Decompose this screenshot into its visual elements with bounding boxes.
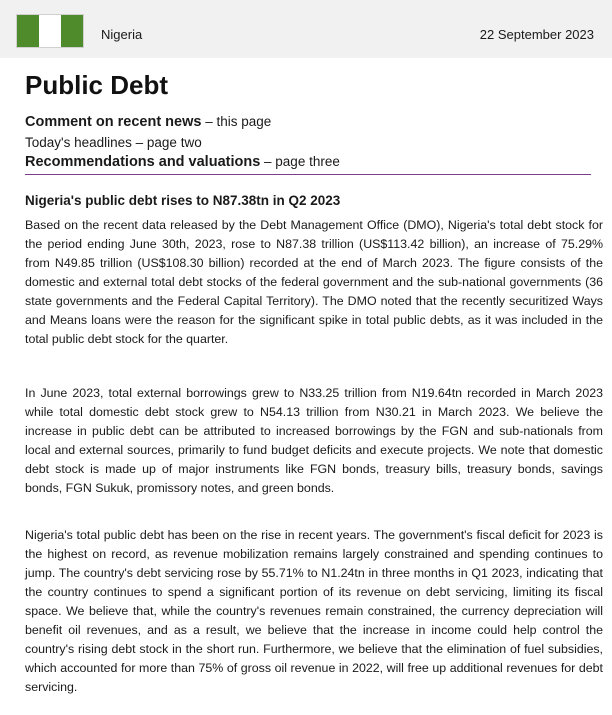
nav-item-headlines[interactable] <box>25 133 595 153</box>
nav-item-rest: Today's headlines – page two <box>25 134 202 150</box>
nigeria-flag-icon <box>16 14 84 48</box>
article-paragraph: Based on the recent data released by the Debt Management Office (DMO), Nigeria's total debt stock for the period ending June 30th, 2023, rose to N87.38 trillion (US$113.42 billion), an increase of 75.29% from N49.85 trillion (US$108.30 billion) recorded at the end of March 2023. The figure consists of the domestic and external total debt stocks of the federal government and the sub-national governments (36 state governments and the Federal Capital Territory). The DMO noted that the recently securitized Ways and Means loans were the reason for the significant spike in total public debts, as it was included in the total public debt stock for the quarter. <box>25 218 603 346</box>
contents-nav <box>25 112 595 173</box>
country-name: Nigeria <box>101 27 143 42</box>
nav-item-comment[interactable] <box>25 112 595 133</box>
report-date: 22 September 2023 <box>479 27 594 42</box>
nav-item-recommendations[interactable] <box>25 152 595 173</box>
nav-item-rest: – page three <box>260 154 340 169</box>
nav-item-rest: – this page <box>201 114 272 129</box>
article-paragraph: Nigeria's total public debt has been on the rise in recent years. The government's fiscal deficit for 2023 is the highest on record, as revenue mobilization remains largely constrained and spending continues to jump. The country's debt servicing rose by 55.71% to N1.24tn in three months in Q1 2023, indicating that the country continues to spend a significant portion of its revenue on debt servicing, limiting its fiscal space. We believe that, while the country's revenues remain constrained, the currency depreciation will benefit oil revenues, and as a result, we believe that the increase in income could help control the country's rising debt stock in the short run. Furthermore, we believe that the elimination of fuel subsidies, which accounted for more than 75% of gross oil revenue in 2022, will free up additional revenues for debt servicing. <box>25 528 603 694</box>
section-divider <box>25 174 591 175</box>
page-title: Public Debt <box>25 70 169 100</box>
nav-item-strong: Recommendations and valuations <box>25 154 261 170</box>
article-paragraph: In June 2023, total external borrowings grew to N33.25 trillion from N19.64tn recorded in March 2023 while total domestic debt stock grew to N54.13 trillion from N30.21 in March 2023. We believe the increase in public debt can be attributed to increased borrowings by the FGN and sub-nationals from local and external sources, primarily to fund budget deficits and execute projects. We note that domestic debt stock is made up of major instruments like FGN bonds, treasury bills, treasury bonds, savings bonds, FGN Sukuk, promissory notes, and green bonds. <box>25 386 603 495</box>
header-band <box>0 0 612 58</box>
article-heading: Nigeria's public debt rises to N87.38tn in Q2 2023 <box>25 193 341 208</box>
nav-item-strong: Comment on recent news <box>25 114 202 130</box>
